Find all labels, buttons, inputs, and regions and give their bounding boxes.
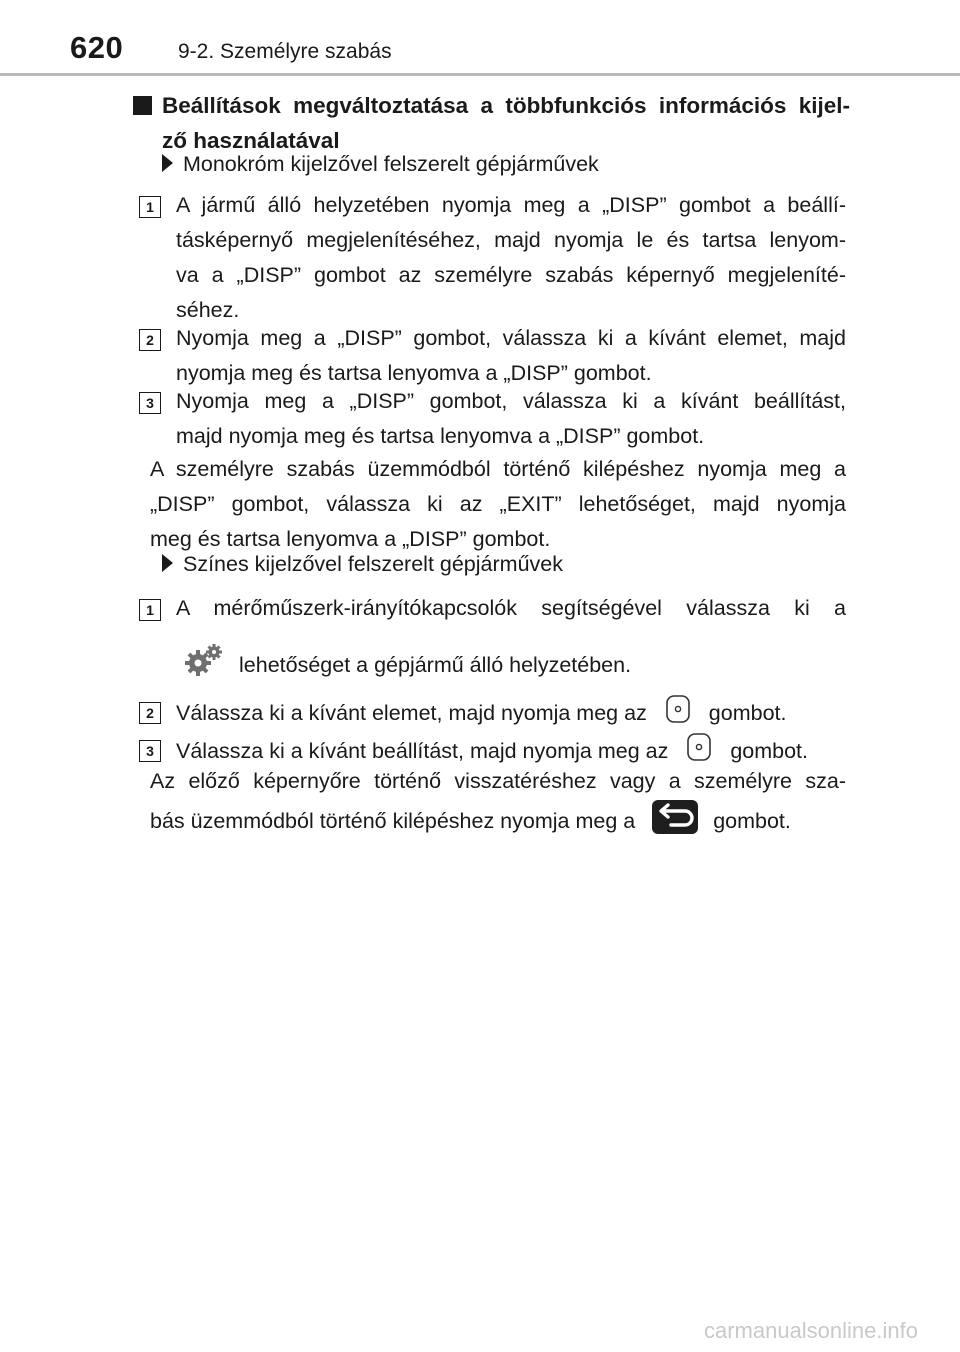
step-line: lehetőséget a gépjármű álló helyzetében.	[239, 653, 632, 677]
step-text: gombot.	[730, 739, 808, 764]
paragraph-line: „DISP” gombot, válassza ki az „EXIT” lehetőséget, majd nyomja	[150, 492, 846, 516]
step-number-badge: 3	[139, 740, 161, 762]
step-number-badge: 2	[139, 702, 161, 724]
triangle-bullet-icon	[162, 154, 173, 172]
subsection-color-title	[162, 552, 563, 577]
color-step-1	[176, 591, 846, 626]
step-line: tásképernyő megjelenítéséhez, majd nyomja le és tartsa lenyom-	[176, 228, 846, 252]
chapter-title: 9-2. Személyre szabás	[178, 40, 392, 63]
section-bullet-icon	[133, 96, 152, 115]
step-line: majd nyomja meg és tartsa lenyomva a „DISP” gombot.	[176, 424, 705, 448]
step-line: Nyomja meg a „DISP” gombot, válassza ki a kívánt beállítást,	[176, 389, 846, 413]
subsection-mono-title	[162, 152, 599, 177]
page-number: 620	[70, 30, 124, 65]
step-line: nyomja meg és tartsa lenyomva a „DISP” gombot.	[176, 361, 652, 385]
step-line: va a „DISP” gombot az személyre szabás képernyő megjeleníté-	[176, 263, 846, 287]
step-number-badge: 3	[139, 392, 161, 414]
step-line: séhez.	[176, 298, 240, 322]
step-number-badge: 2	[139, 329, 161, 351]
watermark: carmanualsonline.info	[703, 1318, 918, 1343]
section-heading	[162, 88, 850, 158]
settings-gears-icon	[184, 643, 224, 684]
paragraph-line: Az előző képernyőre történő visszatéréshez vagy a személyre sza-	[150, 769, 846, 793]
mono-step-1	[176, 188, 846, 328]
paragraph-line: A személyre szabás üzemmódból történő kilépéshez nyomja meg a	[150, 457, 846, 481]
step-line: A mérőműszerk-irányítókapcsolók segítségével válassza ki a	[176, 596, 846, 620]
paragraph-line: meg és tartsa lenyomva a „DISP” gombot.	[150, 527, 551, 551]
paragraph-line: bás üzemmódból történő kilépéshez nyomja meg a	[150, 809, 636, 834]
step-line: Nyomja meg a „DISP” gombot, válassza ki a kívánt elemet, majd	[176, 326, 846, 350]
step-line: A jármű álló helyzetében nyomja meg a „DISP” gombot a beállí-	[176, 193, 846, 217]
step-number-badge: 1	[139, 599, 161, 621]
subsection-title-text: Színes kijelzővel felszerelt gépjárművek	[182, 552, 563, 576]
paragraph-line: gombot.	[713, 809, 791, 834]
step-text: Válassza ki a kívánt beállítást, majd nyomja meg az	[176, 739, 669, 764]
page-header	[0, 0, 960, 78]
step-number-badge: 1	[139, 196, 161, 218]
mono-step-2	[176, 321, 846, 391]
back-button-icon	[651, 799, 699, 846]
color-step-1-cont	[239, 648, 859, 683]
color-return-paragraph	[150, 764, 846, 846]
step-text: Válassza ki a kívánt elemet, majd nyomja meg az	[176, 701, 647, 726]
section-heading-line: ző használatával	[162, 128, 340, 153]
mono-step-3	[176, 384, 846, 454]
enter-button-icon	[663, 694, 693, 735]
step-text: gombot.	[708, 701, 787, 726]
mono-exit-paragraph	[150, 452, 846, 557]
header-divider	[0, 73, 960, 76]
color-step-2	[176, 694, 846, 735]
section-heading-line: Beállítások megváltoztatása a többfunkciós információs kijel-	[162, 93, 850, 118]
subsection-title-text: Monokróm kijelzővel felszerelt gépjárművek	[182, 152, 599, 176]
triangle-bullet-icon	[162, 554, 173, 572]
